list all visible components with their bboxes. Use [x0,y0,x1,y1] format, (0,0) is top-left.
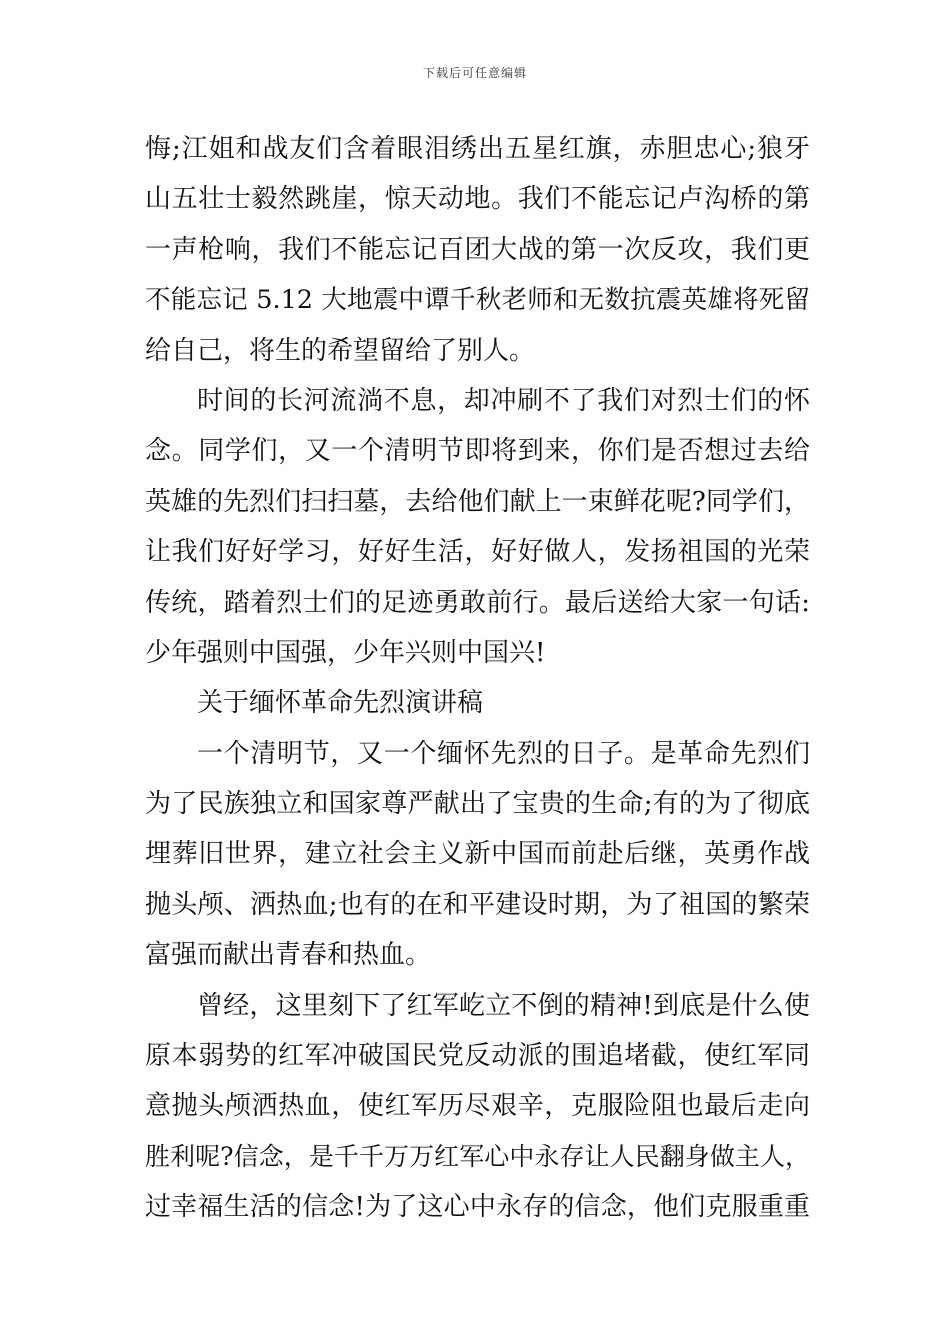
text-line: 给自己，将生的希望留给了别人。 [145,335,536,366]
text-line: 传统，踏着烈士们的足迹勇敢前行。最后送给大家一句话: [145,587,810,618]
text-line: 英雄的先烈们扫扫墓，去给他们献上一束鲜花呢?同学们， [145,486,810,517]
text-line: 意抛头颅洒热血，使红军历尽艰辛，克服险阻也最后走向 [145,1091,810,1122]
text-line: 少年强则中国强，少年兴则中国兴! [145,637,546,668]
text-line: 富强而献出青春和热血。 [145,940,432,971]
text-line: 为了民族独立和国家尊严献出了宝贵的生命;有的为了彻底 [145,789,810,820]
text-line: 一个清明节，又一个缅怀先烈的日子。是革命先烈们 [197,738,810,769]
text-line: 山五壮士毅然跳崖，惊天动地。我们不能忘记卢沟桥的第 [145,184,810,215]
page-header: 下载后可任意编辑 [422,66,527,80]
text-line: 埋葬旧世界，建立社会主义新中国而前赴后继，英勇作战 [145,839,810,870]
text-line: 原本弱势的红军冲破国民党反动派的围追堵截，使红军同 [145,1041,810,1072]
document-body [145,124,810,1233]
text-line: 一声枪响，我们不能忘记百团大战的第一次反攻，我们更 [145,234,810,265]
text-line: 悔;江姐和战友们含着眼泪绣出五星红旗，赤胆忠心;狼牙 [145,134,810,164]
text-line: 抛头颅、洒热血;也有的在和平建设时期，为了祖国的繁荣 [145,889,810,920]
text-line: 让我们好好学习，好好生活，好好做人，发扬祖国的光荣 [145,537,810,568]
text-line: 过幸福生活的信念!为了这心中永存的信念，他们克服重重 [145,1192,810,1223]
text-line: 曾经，这里刻下了红军屹立不倒的精神!到底是什么使 [197,990,810,1021]
section-title: 关于缅怀革命先烈演讲稿 [197,688,484,719]
text-line: 念。同学们，又一个清明节即将到来，你们是否想过去给 [145,436,810,467]
text-line: 不能忘记 5.12 大地震中谭千秋老师和无数抗震英雄将死留 [145,285,810,316]
text-line: 时间的长河流淌不息，却冲刷不了我们对烈士们的怀 [197,385,810,416]
text-line: 胜利呢?信念，是千千万万红军心中永存让人民翻身做主人， [145,1141,810,1171]
